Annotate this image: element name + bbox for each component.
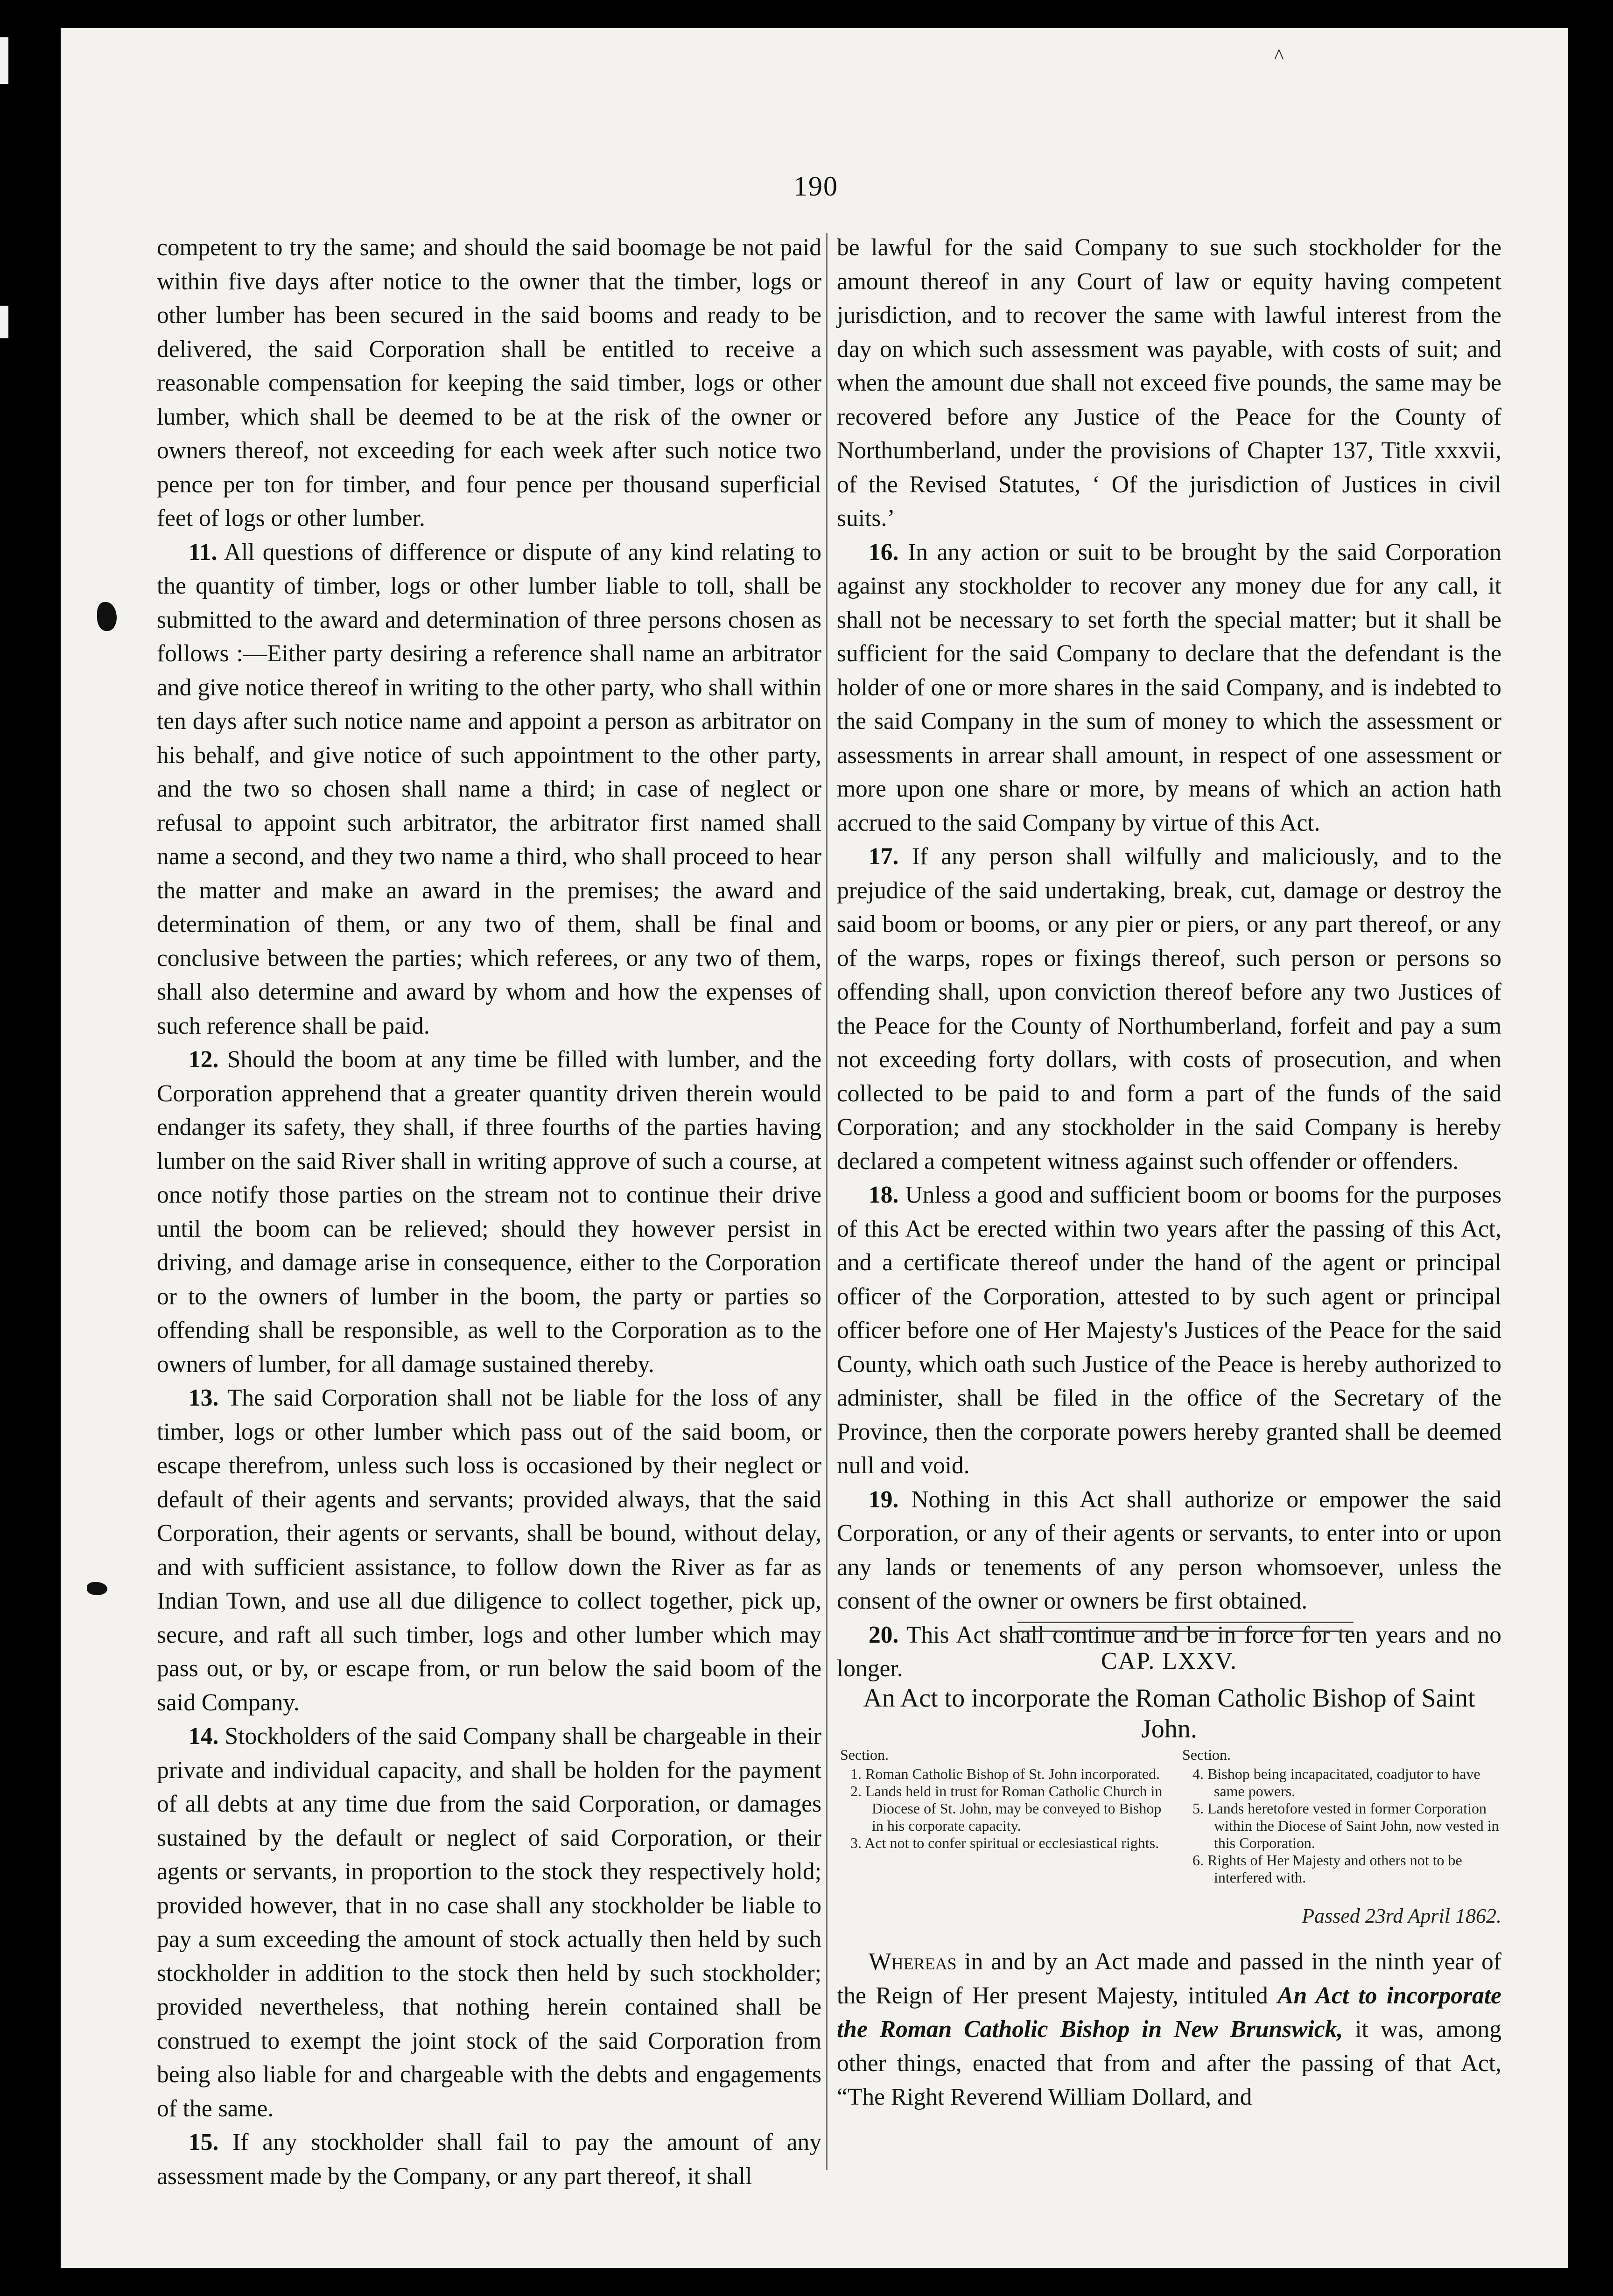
contents-item: 1. Roman Catholic Bishop of St. John incorporated.	[850, 1765, 1160, 1782]
page-number: 190	[793, 171, 838, 202]
section-text: Nothing in this Act shall authorize or empower the said Corporation, or any of their agents or servants, to enter into or upon any lands or tenements of any person whomsoever, unless the consent of the owner or owners be first obtained.	[837, 1486, 1502, 1614]
contents-item: 2. Lands held in trust for Roman Catholic Church in Diocese of St. John, may be conveyed to Bishop in his corporate capacity.	[850, 1783, 1163, 1834]
section-number: 18.	[869, 1182, 899, 1208]
passed-date: Passed 23rd April 1862.	[1302, 1904, 1501, 1927]
section-17	[837, 840, 1501, 1178]
preamble	[837, 1945, 1501, 2114]
contents-item: 4. Bishop being incapacitated, coadjutor to have same powers.	[1192, 1765, 1480, 1799]
section-11	[157, 536, 821, 1043]
continuation-text: be lawful for the said Company to sue such stockholder for the amount thereof in any Court of law or equity having competent jurisdiction, and to recover the same with lawful interest from the day on which such assessment was payable, with costs of suit; and when the amount due shall not exceed five pounds, the same may be recovered before any Justice of the Peace for the County of Northumberland, under the provisions of Chapter 137, Title xxxvii, of the Revised Statutes, ‘ Of the jurisdiction of Justices in civil suits.’	[837, 234, 1501, 532]
section-19	[837, 1483, 1501, 1618]
act-title: An Act to incorporate the Roman Catholic Bishop of Saint John.	[863, 1684, 1475, 1743]
section-number: 13.	[189, 1385, 219, 1411]
preamble-text: it was, among other things, enacted that from and after the passing of that Act, “The Right Reverend William Dollard, and	[837, 2016, 1502, 2110]
section-heading: Section.	[1182, 1746, 1231, 1763]
section-text: The said Corporation shall not be liable for the loss of any timber, logs or other lumber which pass out of the said boom, or escape therefrom, unless such loss is occasioned by their neglect or default of their agents and servants; provided always, that the said Corporation, their agents or servants, shall be bound, without delay, and with sufficient assistance, to follow down the River as far as Indian Town, and use all due diligence to collect together, pick up, secure, and raft all such timber, logs and other lumber which may pass out, or by, or escape from, or run below the said boom of the said Company.	[157, 1385, 821, 1716]
continuation-text: competent to try the same; and should the said boomage be not paid within five days after notice to the owner that the timber, logs or other lumber has been secured in the said booms and ready to be delivered, the said Corporation shall be entitled to receive a reasonable compensation for keeping the said timber, logs or other lumber, which shall be deemed to be at the risk of the owner or owners thereof, not exceeding for each week after such notice two pence per ton for timber, and four pence per thousand superficial feet of logs or other lumber.	[157, 234, 821, 532]
section-15	[157, 2126, 821, 2193]
section-16	[837, 536, 1501, 840]
section-number: 12.	[189, 1046, 219, 1073]
scan-edge-mark-mid	[0, 306, 8, 338]
section-number: 15.	[189, 2129, 219, 2156]
contents-item: 3. Act not to confer spiritual or ecclesiastical rights.	[850, 1834, 1159, 1851]
section-text: If any stockholder shall fail to pay the amount of any assessment made by the Company, or any part thereof, it shall	[157, 2129, 822, 2190]
left-column	[157, 231, 821, 2193]
contents-right	[1182, 1746, 1501, 1886]
scan-edge-mark-top	[0, 37, 8, 84]
section-text: In any action or suit to be brought by the said Corporation against any stockholder to recover any money due for any call, it shall not be necessary to set forth the special matter; but it shall be sufficient for the said Company to declare that the defendant is the holder of one or more shares in the said Company, and is indebted to the said Company in the sum of money to which the assessment or assessments in arrear shall amount, in respect of one assessment or more upon one share or more, by means of which an action hath accrued to the said Company by virtue of this Act.	[837, 539, 1502, 836]
preamble-text: in and by an Act made and passed in the ninth year of the Reign of Her present Majesty, intituled	[837, 1948, 1501, 2009]
chapter-number: CAP. LXXV.	[1101, 1648, 1238, 1674]
contents-left	[840, 1746, 1167, 1852]
caret-mark: ^	[1274, 45, 1284, 68]
contents-item: 6. Rights of Her Majesty and others not to be interfered with.	[1192, 1852, 1462, 1886]
section-13	[157, 1381, 821, 1720]
chapter-divider	[1017, 1622, 1354, 1632]
preamble-act-name: An Act to incorporate the Roman Catholic Bishop in New Brunswick,	[837, 1982, 1501, 2043]
section-text: All questions of difference or dispute of any kind relating to the quantity of timber, logs or other lumber liable to toll, shall be submitted to the award and determination of three persons chosen as follows :—Either party desiring a reference shall name an arbitrator and give notice thereof in writing to the other party, who shall within ten days after such notice name and appoint a person as arbitrator on his behalf, and give notice of such appointment to the other party, and the two so chosen shall name a third; in case of neglect or refusal to appoint such arbitrator, the arbitrator first named shall name a second, and they two name a third, who shall proceed to hear the matter and make an award in the premises; the award and determination of them, or any two of them, shall be final and conclusive between the parties; which referees, or any two of them, shall also determine and award by whom and how the expenses of such reference shall be paid.	[157, 539, 821, 1039]
section-number: 19.	[869, 1486, 899, 1513]
section-number: 20.	[869, 1621, 899, 1648]
section-18	[837, 1178, 1501, 1483]
section-text: Should the boom at any time be filled with lumber, and the Corporation apprehend that a greater quantity driven therein would endanger its safety, they shall, if three fourths of the parties having lumber on the said River shall in writing approve of such a course, at once notify those parties on the stream not to continue their drive until the boom can be relieved; should they however persist in driving, and damage arise in consequence, either to the Corporation or to the owners of lumber in the boom, the party or parties so offending shall be responsible, as well to the Corporation as to the owners of lumber, for all damage sustained thereby.	[157, 1046, 822, 1378]
section-number: 17.	[869, 843, 899, 870]
section-text: If any person shall wilfully and maliciously, and to the prejudice of the said undertaking, break, cut, damage or destroy the said boom or booms, or any pier or piers, or any part thereof, or any of the warps, ropes or fixings thereof, such person or persons so offending shall, upon conviction thereof before any two Justices of the Peace for the County of Northumberland, forfeit and pay a sum not exceeding forty dollars, with costs of prosecution, and when collected to be paid to and form a part of the funds of the said Corporation; and any stockholder in the said Company is hereby declared a competent witness against such offender or offenders.	[837, 843, 1502, 1175]
section-number: 16.	[869, 539, 899, 566]
right-column	[837, 231, 1501, 1686]
section-heading: Section.	[840, 1746, 889, 1763]
section-number: 11.	[189, 539, 217, 566]
section-text: Stockholders of the said Company shall be chargeable in their private and individual capacity, and shall be holden for the payment of all debts at any time due from the said Corporation, or damages sustained by the default or neglect of said Corporation, or their agents or servants, in proportion to the stock they respectively hold; provided however, that in no case shall any stockholder be liable to pay a sum exceeding the amount of stock actually then held by such stockholder in addition to the stock then held by such stockholder; provided nevertheless, that nothing herein contained shall be construed to exempt the joint stock of the said Corporation from being also liable for and chargeable with the debts and engagements of the same.	[157, 1723, 822, 2122]
section-number: 14.	[189, 1723, 219, 1750]
preamble-lead: Whereas	[869, 1948, 957, 1975]
section-12	[157, 1043, 821, 1381]
section-14	[157, 1720, 821, 2126]
margin-ink-blot	[87, 1582, 107, 1595]
section-text: Unless a good and sufficient boom or booms for the purposes of this Act be erected within two years after the passing of this Act, and a certificate thereof under the hand of the agent or principal officer of the Corporation, attested to by such agent or principal officer before one of Her Majesty's Justices of the Peace for the said County, which oath such Justice of the Peace is hereby authorized to administer, shall be filed in the office of the Secretary of the Province, then the corporate powers hereby granted shall be deemed null and void.	[837, 1182, 1502, 1479]
column-rule	[826, 233, 828, 2170]
section-text: This Act shall continue and be in force for ten years and no longer.	[837, 1621, 1501, 1682]
contents-item: 5. Lands heretofore vested in former Corporation within the Diocese of Saint John, now vested in this Corporation.	[1192, 1800, 1499, 1851]
